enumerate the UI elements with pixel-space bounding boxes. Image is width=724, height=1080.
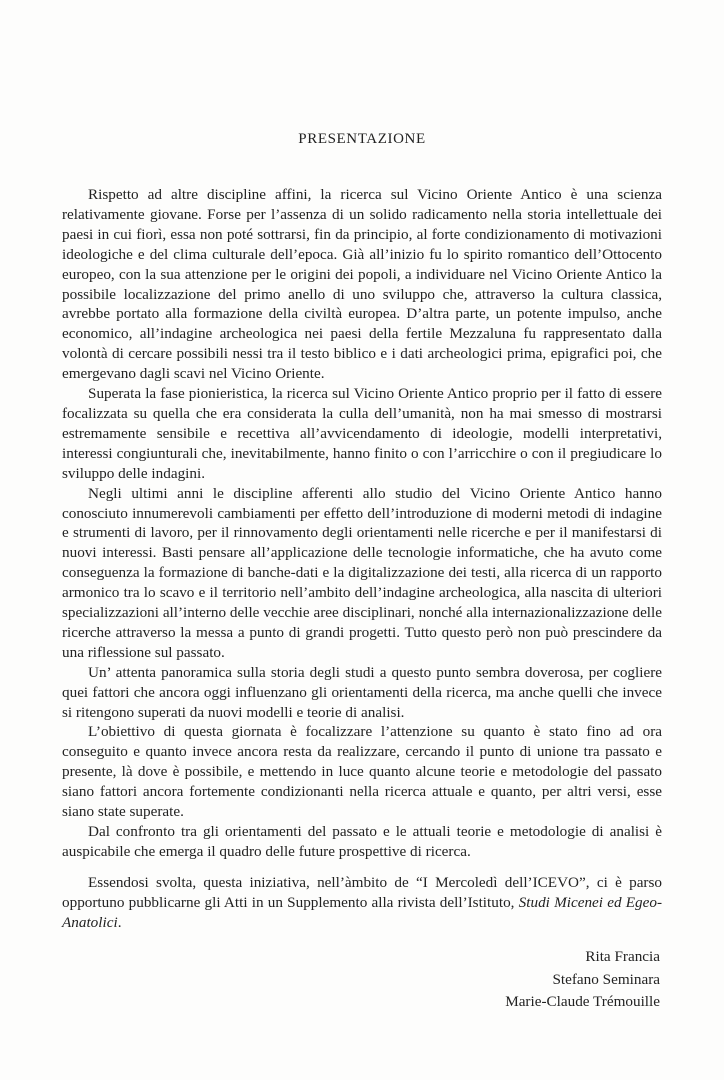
- closing-text: Essendosi svolta, questa iniziativa, nell’àmbito de “I Mercoledì dell’ICEVO”, ci è parso opportuno pubblicarne gli Atti in un Supplemento alla rivista dell’Istituto,: [62, 874, 662, 911]
- closing-paragraph: [62, 873, 662, 933]
- paragraph-2: Superata la fase pionieristica, la ricerca sul Vicino Oriente Antico proprio per il fatto di essere focalizzata su quella che era considerata la culla dell’umanità, non ha mai smesso di mostrarsi estremamente sensibile e recettiva all’avvicendamento di ideologie, modelli interpretativi, interessi congiunturali che, inevitabilmente, hanno finito o con l’arricchire o con il pregiudicare lo sviluppo delle indagini.: [62, 385, 662, 482]
- presentation-body: [62, 185, 662, 862]
- page-title: PRESENTAZIONE: [298, 131, 426, 147]
- signature-name-2: Stefano Seminara: [552, 970, 660, 988]
- signature-block: [505, 946, 660, 1014]
- paragraph-6: Dal confronto tra gli orientamenti del passato e le attuali teorie e metodologie di analisi è auspicabile che emerga il quadro delle future prospettive di ricerca.: [62, 823, 662, 860]
- paragraph-4: Un’ attenta panoramica sulla storia degli studi a questo punto sembra doverosa, per cogliere quei fattori che ancora oggi influenzano gli orientamenti della ricerca, ma anche quelli che invece si ritengono superati da nuovi modelli e teorie di analisi.: [62, 663, 662, 721]
- journal-title: Studi Micenei ed Egeo-Anatolici: [62, 893, 663, 931]
- paragraph-5: L’obiettivo di questa giornata è focalizzare l’attenzione su quanto è stato fino ad ora conseguito e quanto invece ancora resta da realizzare, cercando il punto di unione tra passato e presente, là dove è possibile, e mettendo in luce quanto alcune teorie e metodologie del passato siano fattori ancora fortemente condizionanti nella ricerca attuale e quanto, per altri versi, esse siano state superate.: [62, 723, 662, 821]
- paragraph-3: Negli ultimi anni le discipline afferenti allo studio del Vicino Oriente Antico hanno conosciuto innumerevoli cambiamenti per effetto dell’introduzione di moderni metodi di indagine e strumenti di lavoro, per il rinnovamento degli orientamenti nelle ricerche e per il manifestarsi di nuovi interessi. Basti pensare all’applicazione delle tecnologie informatiche, che ha avuto come conseguenza la formazione di banche-dati e la digitalizzazione dei testi, alla ricerca di un rapporto armonico tra lo scavo e il territorio nell’ambito dell’indagine archeologica, alla nascita di ulteriori specializzazioni all’interno delle vecchie aree disciplinari, nonché alla internazionalizzazione delle ricerche attraverso la messa a punto di grandi progetti. Tutto questo però non può prescindere da una riflessione sul passato.: [62, 484, 662, 661]
- closing-end: .: [117, 913, 122, 931]
- signature-name-1: Rita Francia: [585, 948, 660, 965]
- signature-name-3: Marie-Claude Trémouille: [505, 993, 660, 1010]
- paragraph-1: Rispetto ad altre discipline affini, la ricerca sul Vicino Oriente Antico è una scienza relativamente giovane. Forse per l’assenza di un solido radicamento nella storia intellettuale dei paesi in cui fiorì, essa non poté sottrarsi, fin da principio, al forte condizionamento di motivazioni ideologiche e del clima culturale dell’epoca. Già all’inizio fu lo spirito romantico dell’Ottocento europeo, con la sua attenzione per le origini dei popoli, a individuare nel Vicino Oriente Antico la possibile localizzazione del primo anello di uno sviluppo che, attraverso la cultura classica, avrebbe portato alla formazione della civiltà europea. D’altra parte, un potente impulso, anche economico, all’indagine archeologica nei paesi della fertile Mezzaluna fu rappresentato dalla volontà di cercare possibili nessi tra il testo biblico e i dati archeologici prima, epigrafici poi, che emergevano dagli scavi nel Vicino Oriente.: [62, 186, 662, 383]
